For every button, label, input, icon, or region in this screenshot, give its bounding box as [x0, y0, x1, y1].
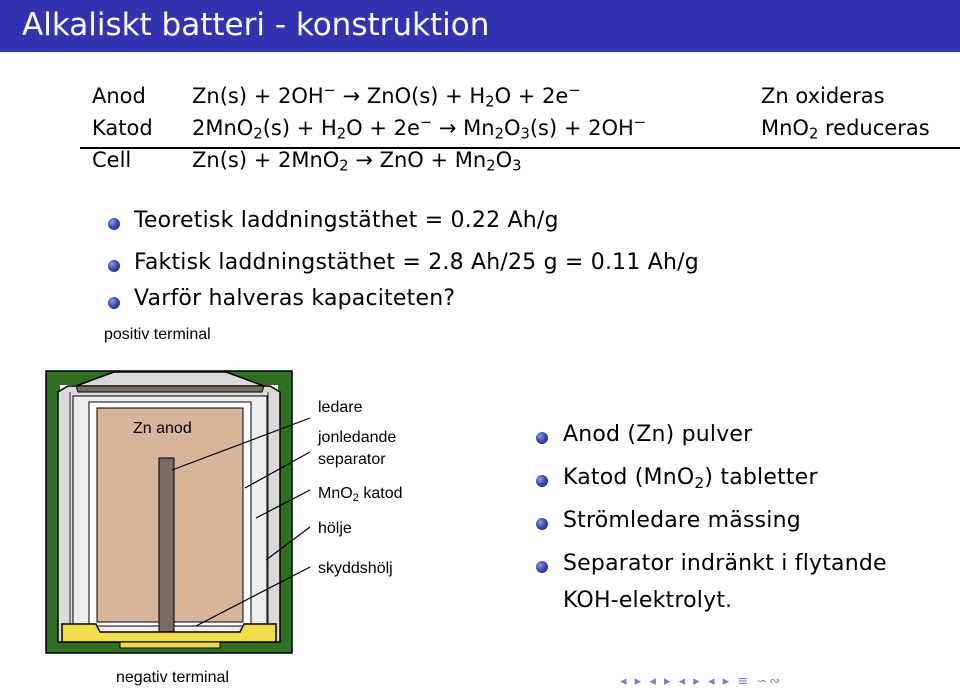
bullet-icon [536, 475, 548, 487]
label-katod [318, 485, 403, 503]
eq-note-katod-pre: MnO [761, 116, 809, 140]
right-bullet-anod: Anod (Zn) pulver [563, 422, 753, 447]
bullet-theoretical-capacity: Teoretisk laddningstäthet = 0.22 Ah/g [134, 208, 559, 233]
right-bullet-stromledare: Strömledare mässing [563, 508, 801, 533]
eq-katod: $2MnO_2(s) + H_2O + 2e^- \to Mn_2O_3(s) + 2OH^-$ [192, 113, 647, 143]
top-seal-shape [76, 386, 264, 392]
label-skyddsholj: skyddshölj [318, 560, 393, 577]
bullet-actual-capacity: Faktisk laddningstäthet = 2.8 Ah/25 g = 0.11 Ah/g [134, 250, 699, 275]
eq-anod: $Zn(s) + 2OH^- \to ZnO(s) + H_2O + 2e^-$ [192, 81, 581, 111]
eq-label-cell: Cell [92, 148, 132, 172]
right-bullet-katod-pre: Katod (MnO [563, 465, 695, 490]
label-ledare: ledare [318, 399, 363, 416]
zn-anod-label: Zn anod [133, 420, 192, 437]
bullet-icon [536, 518, 548, 530]
slide-title: Alkaliskt batteri - konstruktion [22, 7, 490, 43]
positive-terminal-label: positiv terminal [104, 326, 211, 343]
right-bullet-separator-line2: KOH-elektrolyt. [563, 588, 733, 613]
eq-cell: Zn(s) + 2MnO$_2$ → ZnO + $Mn_2O_3$ [192, 148, 522, 175]
eq-label-anod: Anod [92, 84, 146, 108]
eq-note-katod-sub: 2 [808, 125, 819, 143]
bullet-question: Varför halveras kapaciteten? [134, 286, 456, 311]
negative-terminal-label: negativ terminal [116, 669, 229, 686]
label-separator-line2: separator [318, 451, 386, 468]
eq-label-katod: Katod [92, 116, 153, 140]
right-bullet-separator-line1: Separator indränkt i flytande [563, 551, 887, 576]
navigation-controls[interactable]: ◂ ▸ ◂ ▸ ◂ ▸ ◂ ▸ ≡ ∽∾ [620, 674, 783, 689]
eq-note-anod: Zn oxideras [761, 84, 885, 108]
eq-note-katod-post: reduceras [818, 116, 930, 140]
ledare-shape [159, 458, 174, 638]
label-katod-post: katod [358, 485, 403, 502]
label-separator-line1: jonledande [318, 429, 397, 446]
label-katod-sub: 2 [352, 491, 359, 504]
right-bullet-katod [563, 465, 818, 490]
right-bullet-katod-post: ) tabletter [704, 465, 818, 490]
label-holje: hölje [318, 520, 352, 537]
negative-terminal-shape [120, 642, 220, 648]
label-katod-pre: MnO [318, 485, 353, 502]
bullet-icon [536, 561, 548, 573]
right-bullet-katod-sub: 2 [694, 473, 705, 492]
bullet-icon [536, 432, 548, 444]
